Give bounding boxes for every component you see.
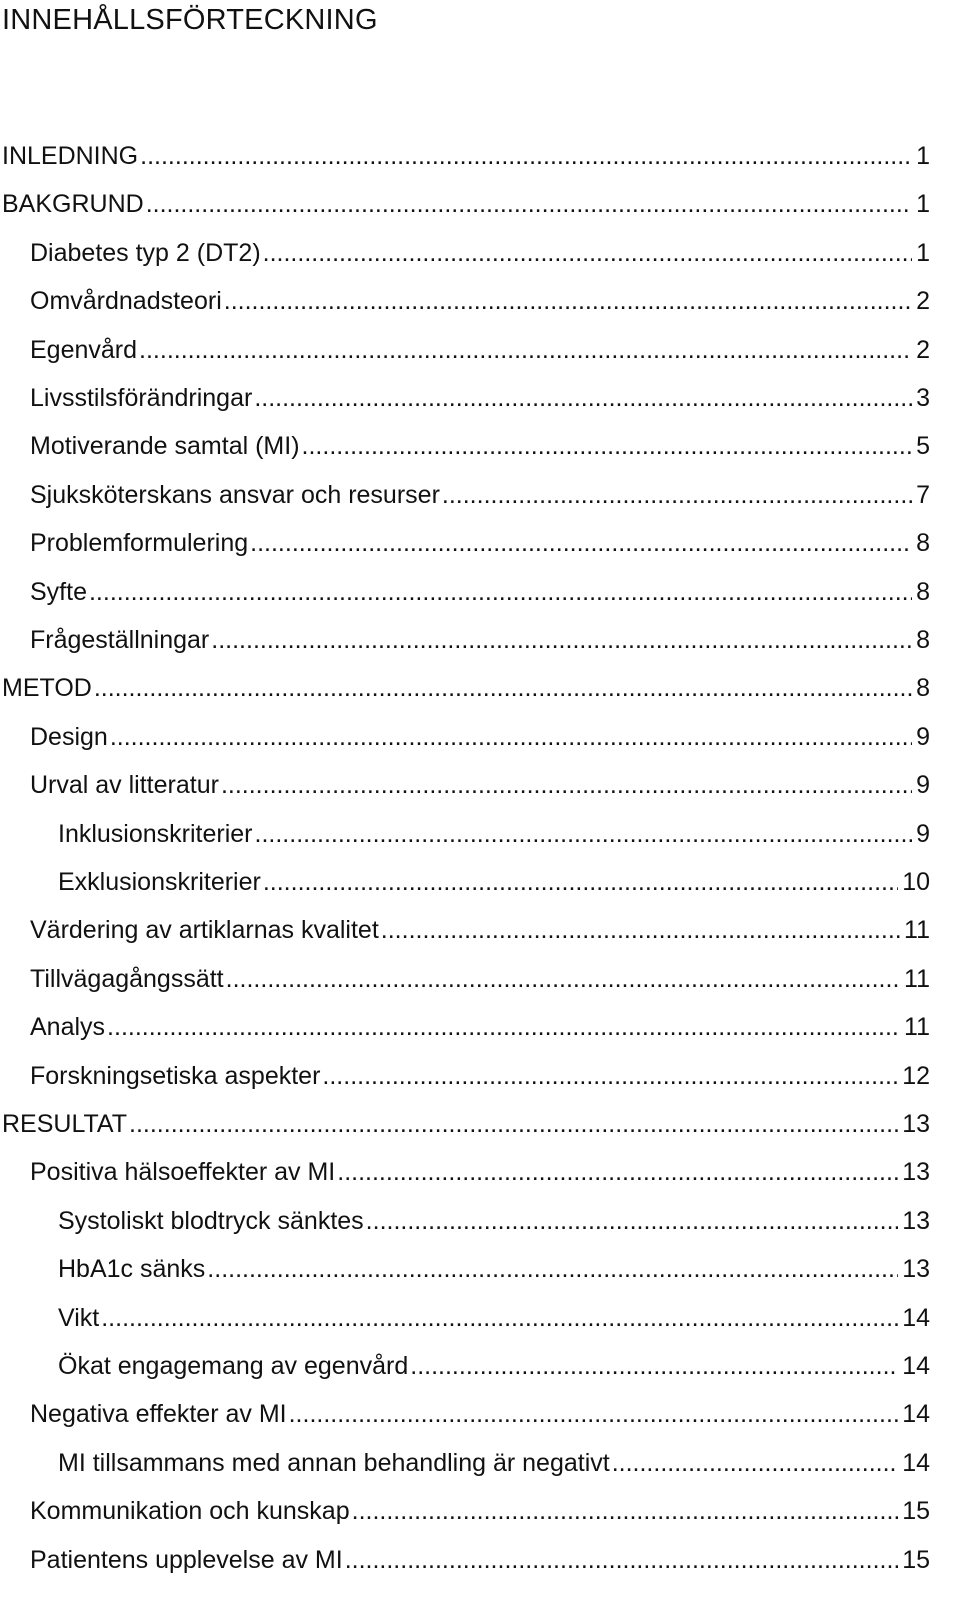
- toc-page-number: 14: [902, 1303, 930, 1332]
- toc-entry[interactable]: [0, 712, 960, 752]
- toc-entry-label: Motiverande samtal (MI): [30, 432, 300, 461]
- toc-entry-label: Tillvägagångssätt: [30, 964, 224, 993]
- toc-entry[interactable]: [0, 1002, 960, 1042]
- toc-entry-label: Exklusionskriterier: [58, 868, 261, 896]
- toc-entry-label: Negativa effekter av MI: [30, 1400, 287, 1429]
- toc-entry[interactable]: [0, 1535, 960, 1575]
- toc-entry-label: Kommunikation och kunskap: [30, 1497, 350, 1526]
- toc-page-number: 15: [902, 1497, 930, 1526]
- toc-dot-leader: [89, 577, 912, 607]
- toc-page-number: 1: [916, 142, 930, 170]
- toc-page-number: 5: [916, 432, 930, 461]
- toc-page-number: 2: [916, 287, 930, 316]
- toc-entry[interactable]: [0, 228, 960, 268]
- toc-entry[interactable]: [0, 179, 960, 219]
- toc-dot-leader: [211, 625, 912, 655]
- toc-dot-leader: [612, 1448, 898, 1478]
- toc-entry-label: HbA1c sänks: [58, 1255, 206, 1284]
- toc-entry-label: Frågeställningar: [30, 626, 210, 654]
- toc-entry-label: Inklusionskriterier: [58, 819, 253, 848]
- toc-dot-leader: [250, 528, 912, 558]
- toc-entry-label: Sjuksköterskans ansvar och resurser: [30, 480, 440, 509]
- toc-entry-label: Problemformulering: [30, 529, 249, 558]
- toc-entry-label: MI tillsammans med annan behandling är negativt: [58, 1448, 610, 1477]
- toc-dot-leader: [129, 1109, 898, 1139]
- toc-entry-label: Forskningsetiska aspekter: [30, 1061, 321, 1090]
- toc-dot-leader: [263, 867, 898, 897]
- toc-page-number: 8: [916, 577, 930, 606]
- toc-dot-leader: [322, 1061, 898, 1091]
- toc-dot-leader: [110, 722, 912, 752]
- toc-page-number: 8: [916, 674, 930, 703]
- toc-dot-leader: [366, 1206, 899, 1236]
- toc-entry-label: Positiva hälsoeffekter av MI: [30, 1158, 336, 1187]
- toc-dot-leader: [140, 141, 912, 171]
- toc-entry-label: BAKGRUND: [2, 190, 144, 219]
- toc-entry-label: Systoliskt blodtryck sänktes: [58, 1206, 364, 1235]
- toc-page-number: 8: [916, 626, 930, 654]
- toc-dot-leader: [146, 189, 912, 219]
- toc-entry-label: INLEDNING: [2, 142, 139, 170]
- toc-entry-label: Design: [30, 722, 108, 751]
- toc-entry[interactable]: [0, 518, 960, 558]
- toc-dot-leader: [101, 1303, 898, 1333]
- toc-dot-leader: [345, 1545, 899, 1575]
- toc-entry[interactable]: [0, 954, 960, 994]
- toc-entry[interactable]: [0, 373, 960, 413]
- toc-dot-leader: [254, 383, 912, 413]
- toc-page-number: 1: [916, 238, 930, 267]
- toc-entry[interactable]: [0, 1147, 960, 1187]
- toc-dot-leader: [139, 335, 912, 365]
- toc-entry-label: METOD: [2, 674, 92, 703]
- toc-page-number: 3: [916, 384, 930, 412]
- toc-entry-label: Syfte: [30, 577, 87, 606]
- toc-dot-leader: [381, 915, 900, 945]
- toc-entry[interactable]: [0, 567, 960, 607]
- toc-dot-leader: [226, 964, 900, 994]
- toc-entry-label: Egenvård: [30, 335, 138, 364]
- toc-page-number: 13: [902, 1206, 930, 1235]
- toc-dot-leader: [352, 1496, 899, 1526]
- toc-entry[interactable]: [0, 1051, 960, 1091]
- toc-page-number: 13: [902, 1158, 930, 1187]
- toc-page-number: 1: [916, 190, 930, 219]
- toc-entry[interactable]: [0, 809, 960, 849]
- toc-page-number: 8: [916, 529, 930, 558]
- toc-entry[interactable]: [0, 276, 960, 316]
- toc-entry[interactable]: [0, 1486, 960, 1526]
- toc-entry-label: Analys: [30, 1013, 106, 1042]
- toc-page-number: 12: [902, 1061, 930, 1090]
- toc-entry-label: Patientens upplevelse av MI: [30, 1545, 343, 1574]
- toc-entry[interactable]: [0, 857, 960, 897]
- toc-page-number: 9: [916, 722, 930, 751]
- toc-page-number: 13: [902, 1110, 930, 1138]
- toc-entry-label: Omvårdnadsteori: [30, 287, 222, 316]
- toc-entry[interactable]: [0, 421, 960, 461]
- toc-page-number: 14: [902, 1352, 930, 1380]
- toc-entry-label: Vikt: [58, 1303, 100, 1332]
- toc-dot-leader: [221, 770, 912, 800]
- toc-page-number: 13: [902, 1255, 930, 1284]
- toc-entry[interactable]: [0, 1293, 960, 1333]
- toc-page-number: 9: [916, 819, 930, 848]
- toc-entry[interactable]: [0, 325, 960, 365]
- toc-page-number: 14: [902, 1400, 930, 1429]
- toc-dot-leader: [94, 673, 912, 703]
- toc-entry-label: Ökat engagemang av egenvård: [58, 1352, 409, 1380]
- toc-dot-leader: [410, 1351, 898, 1381]
- toc-page-number: 11: [904, 916, 930, 945]
- toc-page-number: 9: [916, 771, 930, 800]
- toc-entry[interactable]: [0, 1244, 960, 1284]
- toc-page-number: 11: [904, 1013, 930, 1042]
- toc-page-number: 11: [904, 964, 930, 993]
- toc-entry[interactable]: [0, 615, 960, 655]
- toc-entry[interactable]: [0, 1389, 960, 1429]
- page-title: INNEHÅLLSFÖRTECKNING: [2, 4, 378, 36]
- toc-entry[interactable]: [0, 663, 960, 703]
- toc-entry[interactable]: [0, 905, 960, 945]
- toc-dot-leader: [442, 480, 912, 510]
- toc-entry[interactable]: [0, 131, 960, 171]
- toc-entry-label: Diabetes typ 2 (DT2): [30, 238, 261, 267]
- toc-entry[interactable]: [0, 1196, 960, 1236]
- toc-entry[interactable]: [0, 470, 960, 510]
- toc-entry-label: Urval av litteratur: [30, 771, 219, 800]
- toc-dot-leader: [107, 1012, 900, 1042]
- toc-dot-leader: [302, 431, 913, 461]
- toc-dot-leader: [263, 238, 912, 268]
- toc-entry-label: Värdering av artiklarnas kvalitet: [30, 916, 379, 945]
- toc-entry[interactable]: [0, 1341, 960, 1381]
- toc-entry[interactable]: [0, 1438, 960, 1478]
- toc-entry-label: Livsstilsförändringar: [30, 384, 253, 412]
- toc-page-number: 7: [916, 480, 930, 509]
- toc-page-number: 10: [902, 868, 930, 896]
- toc-dot-leader: [224, 286, 912, 316]
- toc-entry-label: RESULTAT: [2, 1110, 128, 1138]
- toc-dot-leader: [255, 819, 913, 849]
- toc-page-number: 2: [916, 335, 930, 364]
- toc-dot-leader: [289, 1399, 899, 1429]
- toc-dot-leader: [337, 1157, 898, 1187]
- toc-page-number: 15: [902, 1545, 930, 1574]
- toc-page-number: 14: [902, 1448, 930, 1477]
- toc-dot-leader: [207, 1254, 898, 1284]
- toc-entry[interactable]: [0, 760, 960, 800]
- toc-entry[interactable]: [0, 1099, 960, 1139]
